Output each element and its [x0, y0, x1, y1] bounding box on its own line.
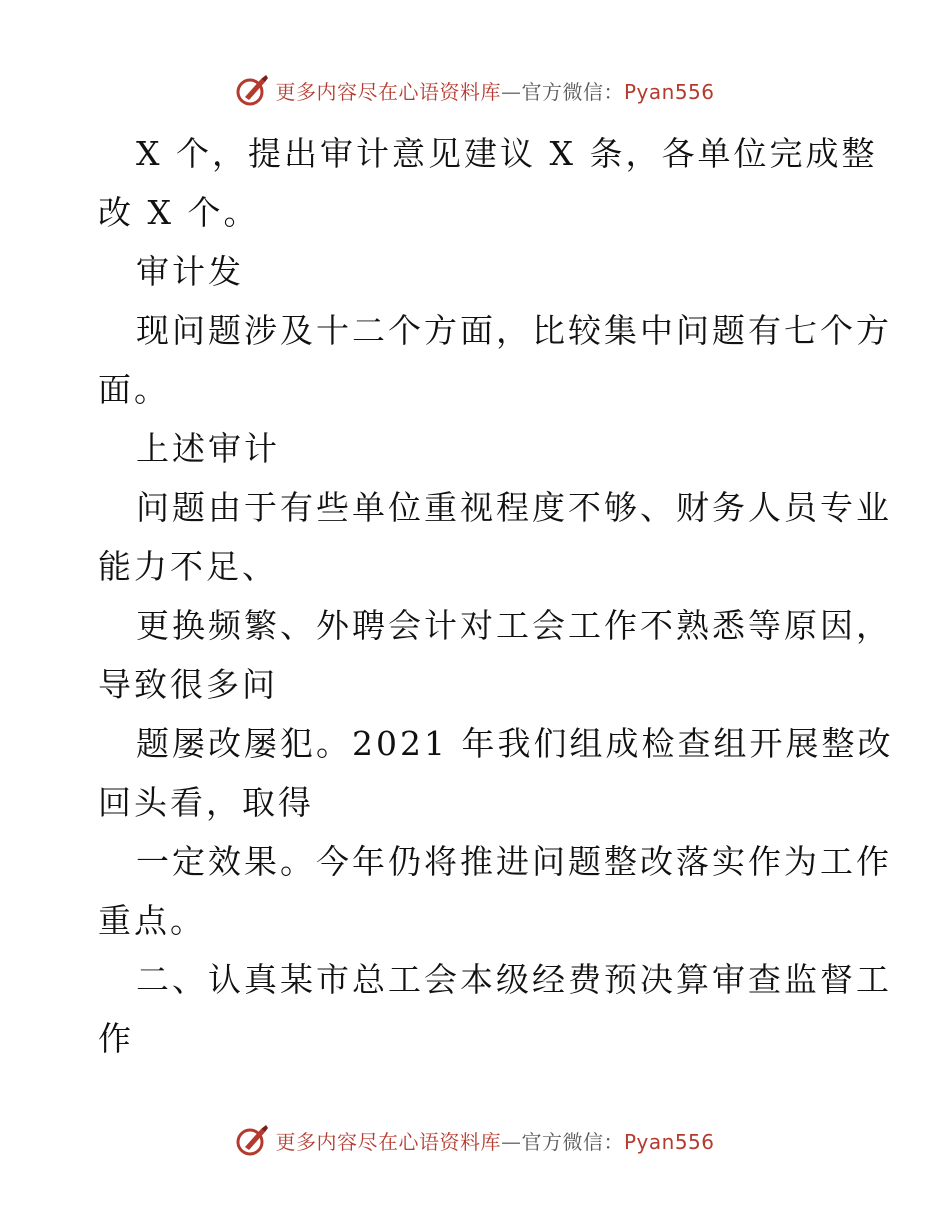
header-banner: [0, 70, 950, 110]
body-line: 题屡改屡犯。2021 年我们组成检查组开展整改: [136, 724, 894, 763]
body-line: 重点。: [98, 901, 206, 940]
pen-logo-icon: [235, 1123, 269, 1157]
body-line: 导致很多问: [98, 665, 278, 704]
body-line: 能力不足、: [98, 547, 278, 586]
body-line: 一定效果。今年仍将推进问题整改落实作为工作: [136, 842, 892, 881]
body-line: 问题由于有些单位重视程度不够、财务人员专业: [136, 488, 892, 527]
pen-logo-icon: [235, 73, 269, 107]
body-line: 审计发: [136, 252, 244, 291]
document-body: [98, 124, 894, 1068]
body-line: 更换频繁、外聘会计对工会工作不熟悉等原因，: [136, 606, 892, 645]
footer-banner: [0, 1120, 950, 1160]
footer-text: 更多内容尽在心语资料库—官方微信：Pyan556: [275, 1129, 715, 1154]
body-line: 作: [98, 1019, 134, 1058]
body-line: 改 X 个。: [98, 193, 260, 232]
body-line: 现问题涉及十二个方面，比较集中问题有七个方: [136, 311, 892, 350]
body-line: 上述审计: [136, 429, 280, 468]
body-line: 回头看，取得: [98, 783, 314, 822]
body-line: 面。: [98, 370, 170, 409]
header-text: 更多内容尽在心语资料库—官方微信：Pyan556: [275, 79, 715, 104]
section-heading: 二、认真某市总工会本级经费预决算审查监督工: [136, 960, 892, 999]
body-line: X 个，提出审计意见建议 X 条，各单位完成整: [136, 134, 878, 173]
